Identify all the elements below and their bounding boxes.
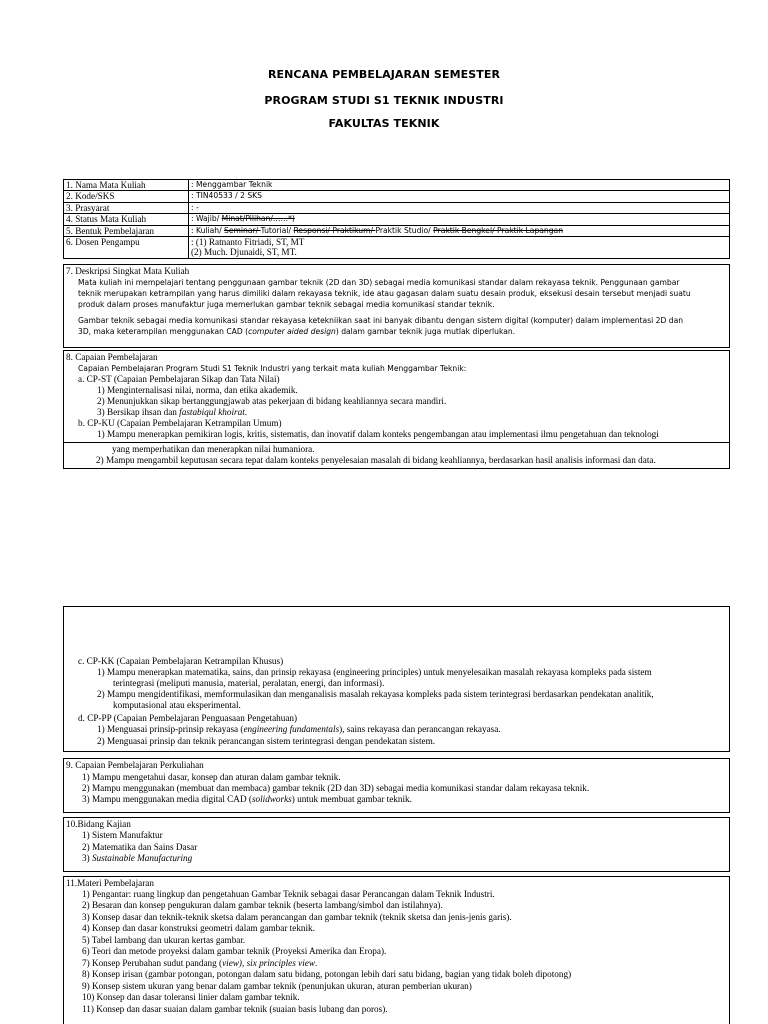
table-row — [64, 225, 730, 236]
value-cell: : TIN40533 / 2 SKS — [189, 191, 730, 202]
lecturer-1: : (1) Ratnanto Fitriadi, ST, MT — [191, 237, 305, 248]
desc-line: Mata kuliah ini mempelajari tentang penggunaan gambar teknik (2D dan 3D) sebagai media komunikasi standar dalam rekayasa teknik. Penggunaan gambar — [78, 278, 680, 287]
form-bengkel: Praktik Bengkel/ Praktik Lapangan — [433, 225, 564, 235]
list-item: b. CP-KU (Capaian Pembelajaran Ketrampilan Umum) — [78, 418, 282, 428]
intro-line: Capaian Pembelajaran Program Studi S1 Teknik Industri yang terkait mata kuliah Menggambar Teknik: — [78, 364, 467, 373]
list-item: 2) Mampu menggunakan (membuat dan membaca) gambar teknik (2D dan 3D) sebagai media komunikasi standar dalam rekayasa teknik. — [82, 783, 590, 793]
list-item: 4) Konsep dan dasar konstruksi geometri dalam gambar teknik. — [82, 923, 315, 933]
list-item: 1) Mampu mengetahui dasar, konsep dan aturan dalam gambar teknik. — [82, 772, 341, 782]
list-item: 6) Teori dan metode proyeksi dalam gambar teknik (Proyeksi Amerika dan Eropa). — [82, 946, 387, 956]
list-item: 1) Menguasai prinsip-prinsip rekayasa (engineering fundamentals), sains rekayasa dan perancangan rekayasa. — [97, 724, 501, 734]
status-wajib: : Wajib/ — [191, 214, 222, 224]
section-learning-outcomes — [63, 350, 730, 443]
list-item: 3) Bersikap ihsan dan fastabiqul khoirat. — [97, 407, 248, 417]
section-study-areas — [63, 817, 730, 872]
form-tutorial: Tutorial/ — [260, 225, 294, 235]
course-info-table — [63, 179, 730, 259]
form-kuliah: : Kuliah/ — [191, 225, 225, 235]
program-title: PROGRAM STUDI S1 TEKNIK INDUSTRI — [264, 94, 504, 107]
table-row — [64, 202, 730, 213]
value-cell: : Menggambar Teknik — [189, 180, 730, 191]
value-cell — [189, 225, 730, 236]
form-seminar: Seminar/ — [224, 225, 261, 235]
section-course-outcomes — [63, 758, 730, 813]
label-cell: 4. Status Mata Kuliah — [64, 214, 189, 225]
border-bottom — [63, 468, 730, 469]
list-item: 2) Besaran dan konsep pengukuran dalam gambar teknik (beserta lambang/simbol dan istilahnya). — [82, 900, 443, 910]
list-item-cont: terintegrasi (meliputi manusia, material, peralatan, energi, dan informasi). — [113, 678, 385, 688]
section-title: 9. Capaian Pembelajaran Perkuliahan — [66, 760, 204, 770]
list-item: 3) Sustainable Manufacturing — [82, 853, 193, 863]
desc-line: 3D, maka keterampilan menggunakan CAD (computer aided design) dalam gambar teknik juga mutlak diperlukan. — [78, 327, 516, 336]
lecturer-2: (2) Much. Djunaidi, ST, MT. — [191, 247, 297, 258]
table-row — [64, 237, 730, 259]
label-cell: 1. Nama Mata Kuliah — [64, 180, 189, 191]
section-title: 10.Bidang Kajian — [66, 819, 131, 829]
list-item: 2) Mampu mengidentifikasi, memformulasikan dan menganalisis masalah rekayasa kompleks pada sistem terintegrasi berdasarkan pendekatan analitik, — [97, 689, 654, 699]
list-item: 2) Menunjukkan sikap bertanggungjawab atas pekerjaan di bidang keahliannya secara mandiri. — [97, 396, 447, 406]
status-struck: Minat/Pilihan/……*) — [221, 214, 295, 224]
doc-title: RENCANA PEMBELAJARAN SEMESTER — [267, 68, 501, 81]
form-studio: Praktik Studio/ — [375, 225, 434, 235]
list-item: 10) Konsep dan dasar toleransi linier dalam gambar teknik. — [82, 992, 300, 1002]
list-item: 11) Konsep dan dasar suaian dalam gambar teknik (suaian basis lubang dan poros). — [82, 1004, 388, 1014]
list-item: 1) Mampu menerapkan pemikiran logis, kritis, sistematis, dan inovatif dalam konteks pengembangan atau implementasi ilmu pengetahuan dan teknologi — [97, 429, 659, 439]
list-item: 1) Sistem Manufaktur — [82, 830, 163, 840]
list-item: 9) Konsep sistem ukuran yang benar dalam gambar teknik (penunjukan ukuran, aturan pemberian ukuran) — [82, 981, 472, 991]
label-cell: 2. Kode/SKS — [64, 191, 189, 202]
list-item: 1) Menginternalisasi nilai, norma, dan etika akademik. — [97, 385, 298, 395]
list-item-cont: komputasional atau eksperimental. — [113, 700, 241, 710]
list-item: a. CP-ST (Capaian Pembelajaran Sikap dan Tata Nilai) — [78, 374, 280, 384]
desc-line: produk dalam proses manufaktur juga memerlukan gambar teknik sebagai media komunikasi standar teknik. — [78, 300, 495, 309]
section-learning-outcomes-cont — [63, 606, 730, 752]
list-item: 2) Matematika dan Sains Dasar — [82, 842, 198, 852]
list-item: 1) Mampu menerapkan matematika, sains, dan prinsip rekayasa (engineering principles) untuk menyelesaikan masalah rekayasa kompleks pada sistem — [97, 667, 652, 677]
desc-line: teknik merupakan ketrampilan yang harus dimiliki dalam rekayasa teknik, ide atau gagasan dalam suatu desain produk, eksekusi desain tersebut menjadi suatu — [78, 289, 691, 298]
list-item: c. CP-KK (Capaian Pembelajaran Ketrampilan Khusus) — [78, 656, 284, 666]
section-description — [63, 264, 730, 348]
list-item: 5) Tabel lambang dan ukuran kertas gambar. — [82, 935, 246, 945]
desc-line: Gambar teknik sebagai media komunikasi standar rekayasa ketekniikan saat ini banyak dibantu dengan sistem digital (komputer) dalam implementasi 2D dan — [78, 316, 684, 325]
label-cell: 6. Dosen Pengampu — [64, 237, 189, 259]
list-item: 7) Konsep Perubahan sudut pandang (view), six principles view. — [82, 958, 318, 968]
list-item: 1) Pengantar: ruang lingkup dan pengetahuan Gambar Teknik sebagai dasar Perancangan dalam Teknik Industri. — [82, 889, 495, 899]
list-item: d. CP-PP (Capaian Pembelajaran Penguasaan Pengetahuan) — [78, 713, 298, 723]
list-item: 3) Konsep dasar dan teknik-teknik sketsa dalam perancangan dan gambar teknik (teknik sketsa dan jenis-jenis garis). — [82, 912, 512, 922]
list-item: 2) Menguasai prinsip dan teknik perancangan sistem terintegrasi dengan pendekatan sistem. — [97, 736, 436, 746]
label-cell: 5. Bentuk Pembelajaran — [64, 225, 189, 236]
value-cell: : - — [189, 202, 730, 213]
border-left — [63, 350, 64, 469]
value-cell — [189, 214, 730, 225]
list-item: 8) Konsep irisan (gambar potongan, potongan dalam satu bidang, potongan lebih dari satu bidang, bagian yang tidak boleh dipotong) — [82, 969, 572, 979]
value-cell — [189, 237, 730, 259]
table-row — [64, 191, 730, 202]
faculty-title: FAKULTAS TEKNIK — [328, 117, 440, 130]
list-item-cont: yang memperhatikan dan menerapkan nilai humaniora. — [112, 444, 315, 454]
list-item: 3) Mampu menggunakan media digital CAD (solidworks) untuk membuat gambar teknik. — [82, 794, 412, 804]
border-right — [729, 350, 730, 469]
section-title: 11.Materi Pembelajaran — [66, 878, 154, 888]
label-cell: 3. Prasyarat — [64, 202, 189, 213]
form-responsi: Responsi/ Praktikum/ — [293, 225, 376, 235]
section-materials — [63, 876, 730, 1024]
table-row — [64, 214, 730, 225]
section-title: 8. Capaian Pembelajaran — [66, 352, 158, 362]
section-title: 7. Deskripsi Singkat Mata Kuliah — [66, 266, 190, 276]
table-row — [64, 180, 730, 191]
list-item: 2) Mampu mengambil keputusan secara tepat dalam konteks penyelesaian masalah di bidang keahliannya, berdasarkan hasil analisis informasi dan data. — [96, 455, 656, 465]
